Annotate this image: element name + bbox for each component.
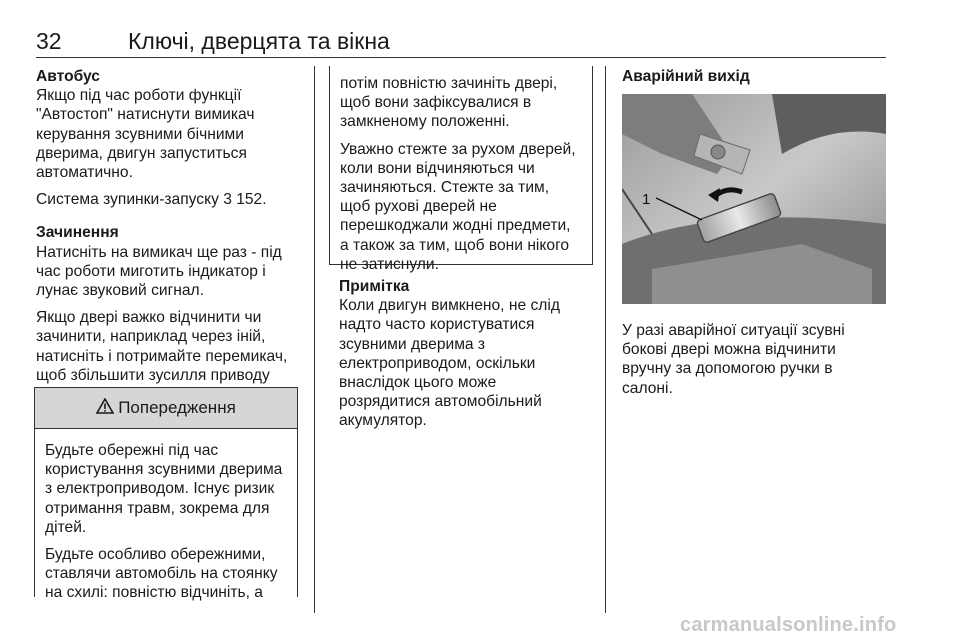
column-divider-2 <box>605 66 606 613</box>
warning-paragraph-1: Будьте обережні під час користування зсувними дверима з електроприводом. Існує ризик отримання травм, зокрема для дітей. <box>45 442 283 536</box>
warning-box-continued <box>329 66 593 273</box>
warning-continued-paragraph-2: Уважно стежте за рухом дверей, коли вони відчиняються чи зачиняються. Стежте за тим, щоб рухові дверей не перешкоджали жодні предмети, а також за тим, щоб вони нікого не затиснули. <box>340 140 576 273</box>
warning-triangle-icon <box>96 398 114 419</box>
warning-box-header <box>35 388 297 429</box>
column-1 <box>36 67 302 412</box>
warning-box <box>34 387 298 602</box>
warning-box-title: Попередження <box>118 398 236 417</box>
watermark: carmanualsonline.info <box>680 614 897 636</box>
section-heading-closing: Зачинення <box>36 224 119 242</box>
closing-paragraph-2: Якщо двері важко відчинити чи зачинити, наприклад через іній, натисніть і потримайте перемикач, щоб збільшити зусилля приводу <box>36 309 288 384</box>
header-rule <box>36 57 886 58</box>
page-number: 32 <box>36 28 62 54</box>
note-paragraph: Коли двигун вимкнено, не слід надто часто користуватися зсувними дверима з електроприводом, оскільки внаслідок цього може розрядитися автомобільний акумулятор. <box>339 297 560 430</box>
note-section <box>339 277 589 439</box>
figure-callout-1: 1 <box>642 191 651 208</box>
closing-paragraph-1: Натисніть на вимикач ще раз - під час роботи миготить індикатор і лунає звуковий сигнал. <box>36 243 282 300</box>
emergency-exit-heading: Аварійний вихід <box>622 68 750 85</box>
column-3-heading <box>622 67 886 86</box>
note-heading: Примітка <box>339 278 410 295</box>
column-divider-1 <box>314 66 315 613</box>
door-handle-photo <box>622 94 886 304</box>
autobus-paragraph: Якщо під час роботи функції "Автостоп" натиснути вимикач керування зсувними бічними дверима, двигун запуститься автоматично. <box>36 87 255 182</box>
emergency-exit-text-block <box>622 321 886 406</box>
warning-continued-paragraph-1: потім повністю зачиніть двері, щоб вони зафіксувалися в замкненому положенні. <box>340 75 558 131</box>
page-title: Ключі, дверцята та вікна <box>128 28 390 54</box>
system-reference[interactable]: Система зупинки-запуску 3 152. <box>36 191 267 209</box>
section-heading-autobus: Автобус <box>36 68 100 85</box>
warning-paragraph-2: Будьте особливо обережними, ставлячи автомобіль на стоянку на схилі: повністю відчиніть, а <box>45 546 278 602</box>
emergency-exit-paragraph: У разі аварійної ситуації зсувні бокові двері можна відчинити вручну за допомогою ручки в салоні. <box>622 322 845 397</box>
